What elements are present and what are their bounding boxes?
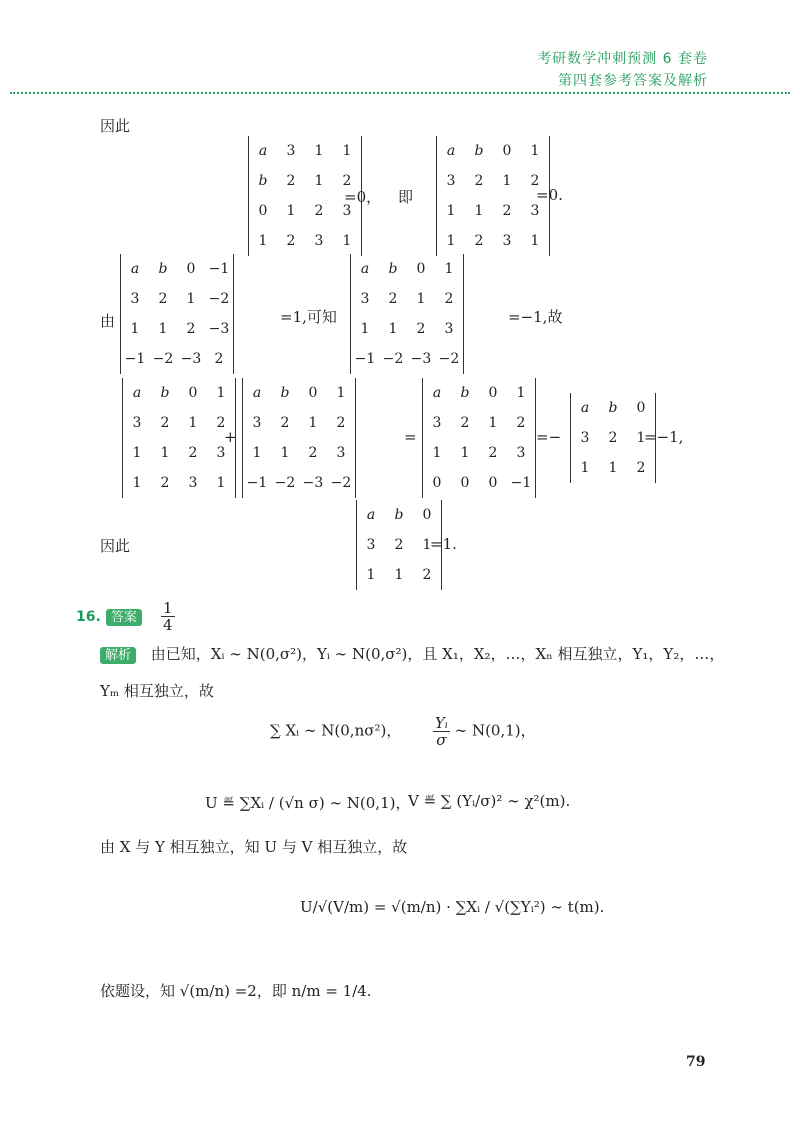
determinant-cell: 0 xyxy=(186,261,196,277)
determinant-row xyxy=(249,136,361,166)
determinant-cell: 1 xyxy=(580,460,590,476)
determinant-cell: 1 xyxy=(308,415,318,431)
determinant-cell: b xyxy=(388,261,398,277)
determinant-cell: 0 xyxy=(188,385,198,401)
determinant-cell: 2 xyxy=(336,415,346,431)
determinant-cell: 3 xyxy=(360,291,370,307)
determinant-cell: 2 xyxy=(416,321,426,337)
determinant-cell: 1 xyxy=(286,203,296,219)
determinant-cell: 2 xyxy=(474,233,484,249)
eq-y-denominator: σ xyxy=(436,731,447,749)
determinant-row xyxy=(243,438,355,468)
determinant-row xyxy=(437,196,549,226)
determinant-cell: 1 xyxy=(394,567,404,583)
analysis-line-3: 由 X 与 Y 相互独立，知 U 与 V 相互独立，故 xyxy=(100,838,408,856)
determinant-row xyxy=(351,284,463,314)
analysis-line-4: 依题设，知 √(m/n) =2，即 n/m = 1/4. xyxy=(100,982,372,1000)
determinant-cell: 3 xyxy=(252,415,262,431)
determinant-row xyxy=(437,136,549,166)
determinant-cell: 1 xyxy=(502,173,512,189)
determinant-cell: 1 xyxy=(342,143,352,159)
determinant-cell: 0 xyxy=(422,507,432,523)
determinant-cell: 1 xyxy=(530,143,540,159)
determinant-d5 xyxy=(122,378,236,498)
determinant-cell: −1 xyxy=(354,351,376,367)
determinant-row xyxy=(423,408,535,438)
determinant-cell: 2 xyxy=(444,291,454,307)
determinant-cell: 0 xyxy=(308,385,318,401)
text-you: 由 xyxy=(100,312,116,330)
determinant-cell: 2 xyxy=(488,445,498,461)
determinant-cell: a xyxy=(258,143,268,159)
eq-y-numerator: Yᵢ xyxy=(434,714,448,732)
determinant-d7 xyxy=(422,378,536,498)
determinant-cell: 2 xyxy=(286,233,296,249)
determinant-cell: 3 xyxy=(502,233,512,249)
determinant-row xyxy=(357,560,441,590)
determinant-d6 xyxy=(242,378,356,498)
determinant-cell: 2 xyxy=(342,173,352,189)
determinant-cell: 1 xyxy=(252,445,262,461)
determinant-cell: 3 xyxy=(132,415,142,431)
text-therefore-1: 因此 xyxy=(100,117,131,135)
determinant-cell: 1 xyxy=(216,385,226,401)
determinant-row xyxy=(123,408,235,438)
determinant-cell: a xyxy=(252,385,262,401)
determinant-cell: b xyxy=(280,385,290,401)
determinant-cell: 0 xyxy=(488,475,498,491)
eq-y-over-sigma xyxy=(433,715,450,748)
eq-y-dist: ∼ N(0,1)， xyxy=(454,721,536,740)
determinant-d2 xyxy=(436,136,550,256)
determinant-cell: 0 xyxy=(416,261,426,277)
determinant-row xyxy=(243,408,355,438)
determinant-cell: 2 xyxy=(460,415,470,431)
determinant-row xyxy=(423,468,535,498)
eq-minus-one-end: =−1, xyxy=(644,428,684,446)
page-number: 79 xyxy=(686,1054,706,1070)
determinant-row xyxy=(571,453,655,483)
determinant-cell: 2 xyxy=(636,460,646,476)
determinant-cell: 1 xyxy=(444,261,454,277)
determinant-row xyxy=(351,254,463,284)
determinant-cell: 2 xyxy=(188,445,198,461)
determinant-cell: 1 xyxy=(258,233,268,249)
determinant-cell: 1 xyxy=(422,537,432,553)
answer-denominator: 4 xyxy=(163,616,173,634)
eq-minus-one-gu: =−1,故 xyxy=(508,308,563,326)
determinant-cell: 1 xyxy=(474,203,484,219)
determinant-row xyxy=(357,530,441,560)
determinant-cell: 3 xyxy=(516,445,526,461)
determinant-cell: 2 xyxy=(160,415,170,431)
determinant-cell: 1 xyxy=(446,203,456,219)
determinant-cell: 3 xyxy=(130,291,140,307)
determinant-cell: 1 xyxy=(314,143,324,159)
determinant-row xyxy=(121,344,233,374)
determinant-cell: 2 xyxy=(308,445,318,461)
eq-zero-1: =0， xyxy=(344,188,382,206)
determinant-cell: 1 xyxy=(130,321,140,337)
eq-zero-2: =0. xyxy=(536,186,563,204)
determinant-cell: 1 xyxy=(132,475,142,491)
determinant-cell: −3 xyxy=(410,351,432,367)
question-number: 16. xyxy=(76,609,101,625)
eq-v-definition: V ≝ ∑ (Yᵢ/σ)² ∼ χ²(m). xyxy=(408,792,571,810)
determinant-cell: 3 xyxy=(286,143,296,159)
determinant-cell: 2 xyxy=(516,415,526,431)
determinant-cell: −1 xyxy=(510,475,532,491)
eq-sum-x xyxy=(270,715,536,748)
eq-u-definition: U ≝ ∑Xᵢ / (√n σ) ∼ N(0,1)， xyxy=(205,794,411,812)
determinant-cell: 3 xyxy=(530,203,540,219)
determinant-cell: −1 xyxy=(124,351,146,367)
determinant-cell: 0 xyxy=(502,143,512,159)
eq-one-keji: =1,可知 xyxy=(280,308,337,326)
determinant-cell: 3 xyxy=(432,415,442,431)
determinant-row xyxy=(123,378,235,408)
determinant-cell: 2 xyxy=(394,537,404,553)
determinant-cell: 3 xyxy=(342,203,352,219)
determinant-cell: 0 xyxy=(488,385,498,401)
determinant-cell: −1 xyxy=(246,475,268,491)
determinant-d3 xyxy=(120,254,234,374)
determinant-row xyxy=(437,226,549,256)
determinant-cell: 1 xyxy=(388,321,398,337)
determinant-cell: a xyxy=(580,400,590,416)
determinant-cell: 3 xyxy=(314,233,324,249)
determinant-cell: b xyxy=(160,385,170,401)
determinant-cell: −2 xyxy=(382,351,404,367)
determinant-cell: 1 xyxy=(336,385,346,401)
determinant-cell: 1 xyxy=(432,445,442,461)
eq-one-end: =1. xyxy=(430,535,457,553)
determinant-cell: 1 xyxy=(132,445,142,461)
determinant-row xyxy=(571,423,655,453)
determinant-cell: 1 xyxy=(314,173,324,189)
determinant-cell: 1 xyxy=(158,321,168,337)
op-plus: + xyxy=(224,428,237,446)
determinant-cell: −2 xyxy=(438,351,460,367)
answer-tag: 答案 xyxy=(106,609,142,626)
determinant-cell: 2 xyxy=(216,415,226,431)
determinant-cell: 2 xyxy=(422,567,432,583)
answer-numerator: 1 xyxy=(163,599,173,617)
determinant-cell: 3 xyxy=(580,430,590,446)
determinant-cell: 2 xyxy=(160,475,170,491)
determinant-cell: b xyxy=(460,385,470,401)
determinant-cell: 1 xyxy=(360,321,370,337)
analysis-tag: 解析 xyxy=(100,647,136,664)
determinant-cell: 1 xyxy=(530,233,540,249)
determinant-cell: b xyxy=(394,507,404,523)
determinant-cell: 1 xyxy=(446,233,456,249)
determinant-cell: 1 xyxy=(280,445,290,461)
determinant-cell: 1 xyxy=(416,291,426,307)
eq-t-distribution: U/√(V/m) = √(m/n) · ∑Xᵢ / √(∑Yᵢ²) ∼ t(m). xyxy=(300,898,605,916)
determinant-cell: 1 xyxy=(636,430,646,446)
determinant-cell: −2 xyxy=(208,291,230,307)
determinant-cell: a xyxy=(366,507,376,523)
determinant-row xyxy=(121,314,233,344)
determinant-cell: 1 xyxy=(160,445,170,461)
determinant-cell: b xyxy=(608,400,618,416)
analysis-text-1: 由已知，Xᵢ ∼ N(0,σ²)，Yᵢ ∼ N(0,σ²)，且 X₁，X₂，…，Xₙ 相互独立，Y₁，Y₂，…， xyxy=(150,645,725,663)
text-ji: 即 xyxy=(398,188,414,206)
determinant-cell: a xyxy=(360,261,370,277)
determinant-row xyxy=(351,344,463,374)
determinant-cell: −2 xyxy=(274,475,296,491)
header-subtitle: 第四套参考答案及解析 xyxy=(558,73,708,89)
determinant-row xyxy=(121,254,233,284)
determinant-cell: 1 xyxy=(342,233,352,249)
determinant-cell: 3 xyxy=(446,173,456,189)
answer-fraction xyxy=(161,600,175,633)
determinant-row xyxy=(423,378,535,408)
eq-sum-x-text: ∑ Xᵢ ∼ N(0,nσ²)， xyxy=(270,721,402,740)
determinant-row xyxy=(123,438,235,468)
determinant-cell: 2 xyxy=(530,173,540,189)
determinant-row xyxy=(243,378,355,408)
determinant-cell: 2 xyxy=(280,415,290,431)
determinant-cell: b xyxy=(474,143,484,159)
determinant-cell: 1 xyxy=(186,291,196,307)
determinant-cell: −3 xyxy=(180,351,202,367)
determinant-cell: 2 xyxy=(286,173,296,189)
determinant-cell: 2 xyxy=(502,203,512,219)
determinant-d4 xyxy=(350,254,464,374)
determinant-cell: 3 xyxy=(336,445,346,461)
determinant-row xyxy=(423,438,535,468)
determinant-cell: 3 xyxy=(366,537,376,553)
determinant-cell: 1 xyxy=(216,475,226,491)
determinant-cell: 0 xyxy=(432,475,442,491)
determinant-cell: 2 xyxy=(186,321,196,337)
determinant-row xyxy=(121,284,233,314)
determinant-cell: 0 xyxy=(460,475,470,491)
determinant-cell: −3 xyxy=(302,475,324,491)
determinant-row xyxy=(243,468,355,498)
analysis-line-1 xyxy=(100,643,724,664)
determinant-cell: a xyxy=(130,261,140,277)
determinant-cell: −3 xyxy=(208,321,230,337)
determinant-cell: 0 xyxy=(258,203,268,219)
determinant-cell: 0 xyxy=(636,400,646,416)
header-divider xyxy=(10,92,790,94)
determinant-row xyxy=(249,226,361,256)
determinant-cell: 2 xyxy=(608,430,618,446)
text-therefore-2: 因此 xyxy=(100,537,131,555)
question-16-answer xyxy=(76,600,175,633)
determinant-row xyxy=(123,468,235,498)
determinant-cell: b xyxy=(258,173,268,189)
determinant-row xyxy=(437,166,549,196)
op-equals-minus: =− xyxy=(536,428,562,446)
determinant-cell: a xyxy=(432,385,442,401)
determinant-cell: a xyxy=(446,143,456,159)
determinant-cell: 2 xyxy=(214,351,224,367)
op-equals: = xyxy=(404,428,417,446)
determinant-cell: 1 xyxy=(188,415,198,431)
determinant-cell: a xyxy=(132,385,142,401)
determinant-cell: 1 xyxy=(516,385,526,401)
determinant-cell: 2 xyxy=(388,291,398,307)
determinant-cell: 1 xyxy=(460,445,470,461)
determinant-cell: b xyxy=(158,261,168,277)
determinant-cell: 2 xyxy=(158,291,168,307)
determinant-cell: 1 xyxy=(366,567,376,583)
determinant-cell: −2 xyxy=(152,351,174,367)
determinant-cell: −1 xyxy=(208,261,230,277)
determinant-cell: 1 xyxy=(488,415,498,431)
determinant-cell: −2 xyxy=(330,475,352,491)
determinant-cell: 3 xyxy=(188,475,198,491)
determinant-cell: 3 xyxy=(444,321,454,337)
analysis-line-2: Yₘ 相互独立，故 xyxy=(100,682,214,700)
determinant-row xyxy=(351,314,463,344)
determinant-cell: 3 xyxy=(216,445,226,461)
determinant-row xyxy=(571,393,655,423)
determinant-cell: 2 xyxy=(474,173,484,189)
determinant-cell: 1 xyxy=(608,460,618,476)
determinant-cell: 2 xyxy=(314,203,324,219)
header-title: 考研数学冲刺预测 6 套卷 xyxy=(537,51,708,67)
determinant-row xyxy=(357,500,441,530)
